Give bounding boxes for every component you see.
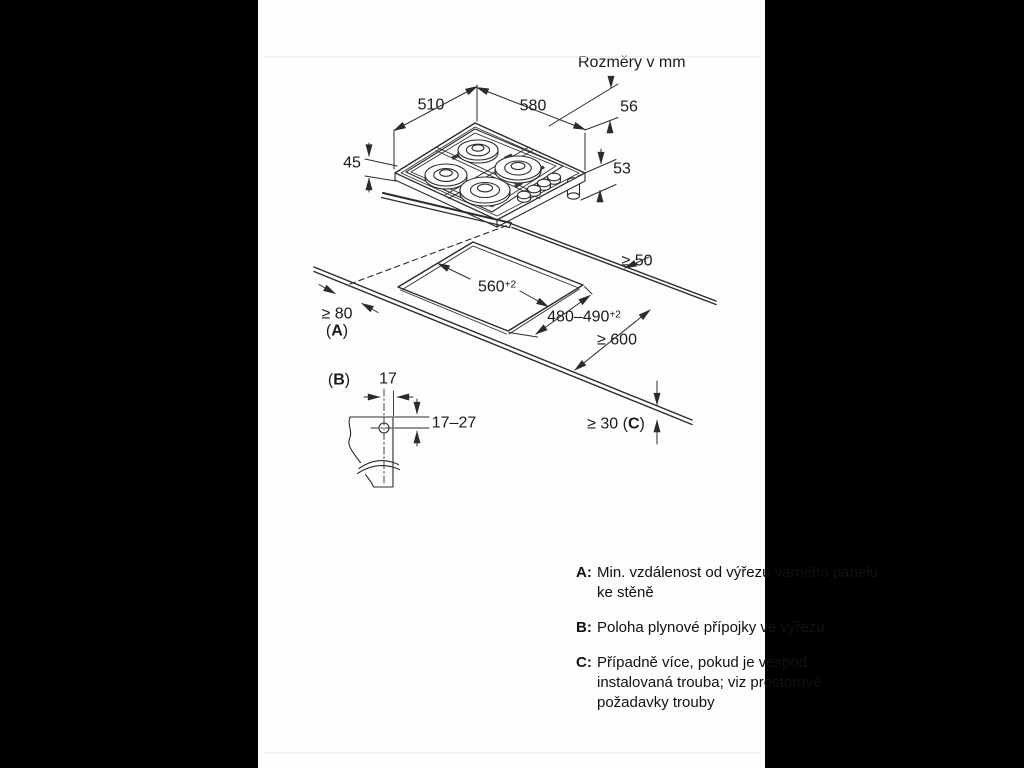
dim-install-height-label: 53 bbox=[613, 160, 631, 178]
legend-text-b: Poloha plynové přípojky ve výřezu bbox=[597, 619, 825, 636]
dim-depth-label: 510 bbox=[417, 96, 445, 114]
gas-offset-label: 17 bbox=[379, 370, 397, 388]
side-clearance-label: ≥ 80 bbox=[321, 305, 353, 323]
dim-width-label: 580 bbox=[519, 97, 547, 115]
legend-item-a bbox=[576, 563, 878, 603]
gas-depth-range-label: 17–27 bbox=[431, 414, 477, 432]
clearance-c-label: ≥ 30 (C) bbox=[587, 415, 645, 433]
legend-text-c: Případně více, pokud je vespod instalovaná trouba; viz prostorové požadavky trouby bbox=[597, 654, 822, 711]
cutout-width-label: $560^{+2}$ bbox=[477, 278, 517, 296]
ref-b-label: (B) bbox=[327, 371, 351, 389]
legend bbox=[576, 563, 878, 728]
legend-key-a: A: bbox=[576, 564, 592, 581]
worktop-depth-label: ≥ 600 bbox=[597, 331, 637, 349]
dim-edge-height-label: 45 bbox=[343, 154, 361, 172]
ref-a-label: (A) bbox=[325, 322, 349, 340]
dim-height-label: 56 bbox=[620, 98, 638, 116]
legend-key-b: B: bbox=[576, 619, 592, 636]
page-title: Rozměry v mm bbox=[578, 54, 686, 71]
legend-key-c: C: bbox=[576, 654, 592, 671]
legend-text-a: Min. vzdálenost od výřezu varného panelu ke stěně bbox=[597, 564, 879, 601]
cutout-depth-label: $480-490^{+2}$ bbox=[547, 308, 621, 326]
legend-item-c bbox=[576, 653, 878, 713]
left-letterbox bbox=[0, 0, 258, 768]
legend-item-b bbox=[576, 618, 878, 638]
rear-clearance-label: ≥ 50 bbox=[621, 252, 653, 270]
